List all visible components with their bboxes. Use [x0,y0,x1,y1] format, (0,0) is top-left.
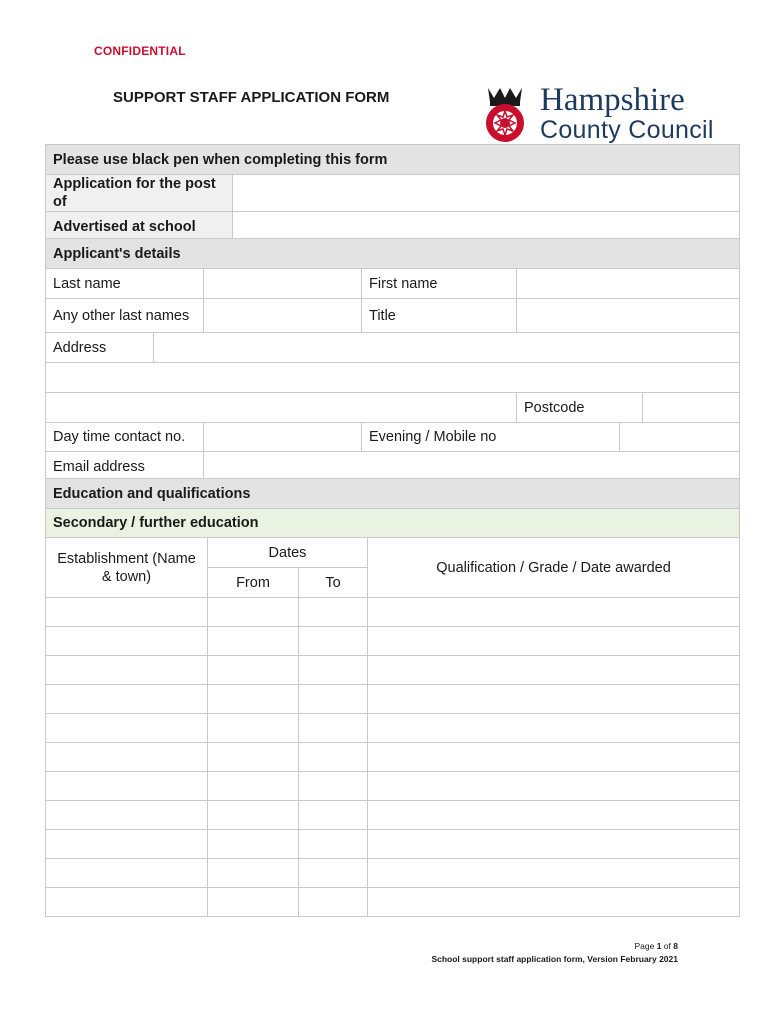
page-number [634,941,678,951]
daytime-contact-label: Day time contact no. [46,423,204,452]
to-cell[interactable] [299,743,368,772]
hampshire-crest-icon [480,84,530,146]
last-name-label: Last name [46,269,204,299]
establishment-cell[interactable] [46,714,208,743]
from-cell[interactable] [208,830,299,859]
qualification-cell[interactable] [368,801,740,830]
qualification-cell[interactable] [368,598,740,627]
table-row [46,714,740,743]
to-cell[interactable] [299,714,368,743]
from-cell[interactable] [208,859,299,888]
page-prefix: Page [634,941,655,951]
confidential-label: CONFIDENTIAL [94,44,186,58]
email-label: Email address [46,452,204,482]
instruction-text: Please use black pen when completing this form [46,145,740,175]
table-row [46,859,740,888]
education-table [45,478,740,917]
qualification-cell[interactable] [368,627,740,656]
education-section-heading: Education and qualifications [46,479,740,509]
address-label: Address [46,333,154,363]
to-column-header: To [299,568,368,598]
from-cell[interactable] [208,627,299,656]
first-name-field[interactable] [517,269,740,299]
from-cell[interactable] [208,801,299,830]
from-cell[interactable] [208,714,299,743]
establishment-cell[interactable] [46,830,208,859]
postcode-label: Postcode [517,393,643,423]
qualification-cell[interactable] [368,714,740,743]
establishment-cell[interactable] [46,627,208,656]
from-cell[interactable] [208,685,299,714]
post-table [45,144,740,242]
qualification-cell[interactable] [368,743,740,772]
to-cell[interactable] [299,598,368,627]
evening-mobile-label: Evening / Mobile no [362,423,620,452]
establishment-cell[interactable] [46,685,208,714]
establishment-cell[interactable] [46,801,208,830]
logo-subtitle: County Council [540,116,714,144]
advertised-at-field[interactable] [233,212,740,242]
title-label: Title [362,299,517,333]
page-of: of [663,941,671,951]
address-field-line-2[interactable] [46,363,740,393]
logo-name: Hampshire [540,82,685,118]
table-row [46,685,740,714]
title-field[interactable] [517,299,740,333]
to-cell[interactable] [299,627,368,656]
address-field-line-1[interactable] [154,333,740,363]
table-row [46,627,740,656]
to-cell[interactable] [299,685,368,714]
evening-mobile-field[interactable] [620,423,740,452]
establishment-cell[interactable] [46,656,208,685]
establishment-column-header: Establishment (Name & town) [46,538,208,598]
qualification-cell[interactable] [368,888,740,917]
qualification-cell[interactable] [368,772,740,801]
to-cell[interactable] [299,859,368,888]
qualification-cell[interactable] [368,685,740,714]
applicant-section-heading: Applicant's details [46,239,740,269]
form-title: SUPPORT STAFF APPLICATION FORM [113,89,390,106]
establishment-cell[interactable] [46,598,208,627]
postcode-field[interactable] [643,393,740,423]
establishment-cell[interactable] [46,888,208,917]
form-version: School support staff application form, Version February 2021 [431,954,678,964]
table-row [46,743,740,772]
from-cell[interactable] [208,888,299,917]
table-row [46,801,740,830]
qualification-cell[interactable] [368,830,740,859]
table-row [46,888,740,917]
to-cell[interactable] [299,656,368,685]
page-current: 1 [656,941,662,951]
establishment-cell[interactable] [46,859,208,888]
establishment-cell[interactable] [46,772,208,801]
other-last-names-field[interactable] [204,299,362,333]
from-column-header: From [208,568,299,598]
application-for-field[interactable] [233,175,740,212]
dates-column-header: Dates [208,538,368,568]
table-row [46,772,740,801]
table-row [46,656,740,685]
secondary-subsection-heading: Secondary / further education [46,509,740,538]
table-row [46,598,740,627]
table-row [46,830,740,859]
advertised-at-label: Advertised at school [46,212,233,242]
to-cell[interactable] [299,801,368,830]
to-cell[interactable] [299,830,368,859]
daytime-contact-field[interactable] [204,423,362,452]
address-field-line-3[interactable] [46,393,517,423]
qualification-cell[interactable] [368,656,740,685]
to-cell[interactable] [299,772,368,801]
applicant-table [45,238,740,482]
from-cell[interactable] [208,743,299,772]
page-total: 8 [673,941,678,951]
from-cell[interactable] [208,598,299,627]
from-cell[interactable] [208,772,299,801]
from-cell[interactable] [208,656,299,685]
email-field[interactable] [204,452,740,482]
last-name-field[interactable] [204,269,362,299]
application-for-label: Application for the post of [46,175,233,212]
qualification-column-header: Qualification / Grade / Date awarded [368,538,740,598]
other-last-names-label: Any other last names [46,299,204,333]
first-name-label: First name [362,269,517,299]
establishment-cell[interactable] [46,743,208,772]
qualification-cell[interactable] [368,859,740,888]
to-cell[interactable] [299,888,368,917]
